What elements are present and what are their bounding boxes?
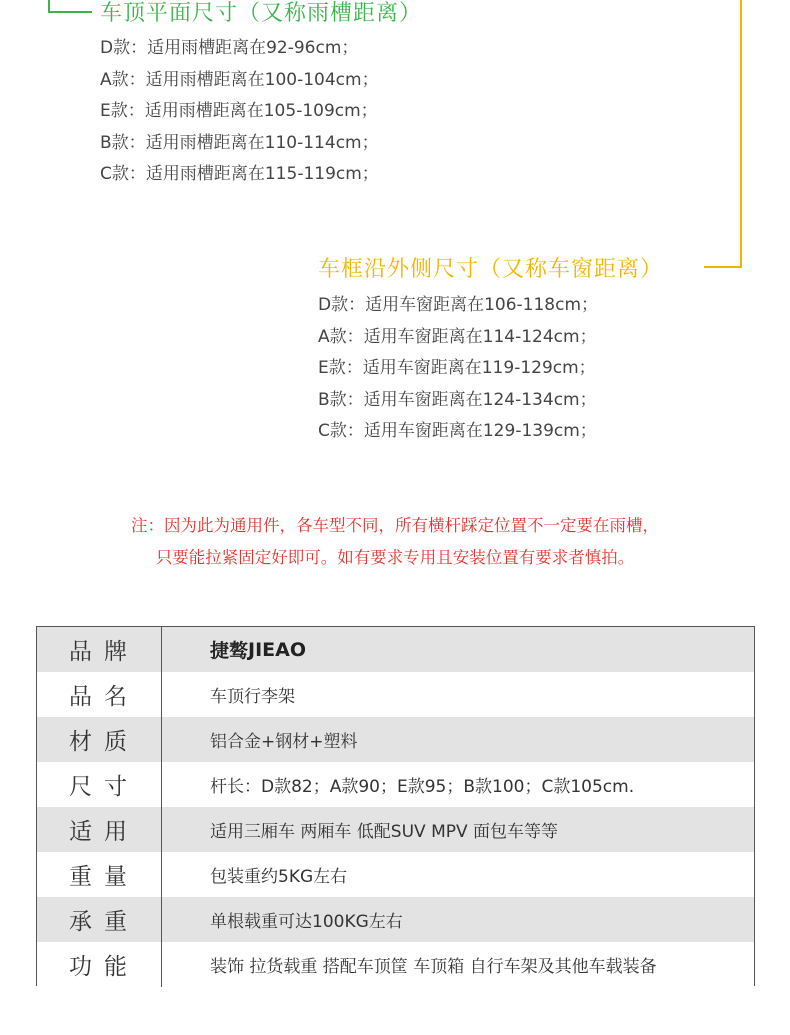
brand-logo [162, 627, 754, 672]
table-value: 车顶行李架 [210, 687, 295, 707]
table-label: 功能 [37, 942, 162, 987]
table-row [37, 942, 754, 987]
table-row [37, 717, 754, 762]
list-item: D款：适用车窗距离在106-118cm； [318, 295, 599, 315]
table-label: 材质 [37, 717, 162, 762]
table-value: 适用三厢车 两厢车 低配SUV MPV 面包车等等 [210, 822, 559, 842]
roof-size-title: 车顶平面尺寸（又称雨槽距离） [100, 1, 423, 26]
table-value: 装饰 拉货载重 搭配车顶筐 车顶箱 自行车架及其他车载装备 [210, 957, 657, 977]
table-label: 品名 [37, 672, 162, 717]
table-value: 包装重约5KG左右 [210, 867, 348, 887]
list-item: E款：适用雨槽距离在105-109cm； [100, 101, 378, 121]
table-label: 承重 [37, 897, 162, 942]
table-row [37, 807, 754, 852]
roof-size-list [100, 33, 379, 191]
table-label: 适用 [37, 807, 162, 852]
list-item: C款：适用车窗距离在129-139cm； [318, 421, 597, 441]
note-line-2: 只要能拉紧固定好即可。如有要求专用且安装位置有要求者慎拍。 [155, 548, 635, 567]
brand-logo-latin: JIEAO [248, 638, 306, 661]
yellow-connector-horizontal [704, 266, 742, 268]
list-item: A款：适用雨槽距离在100-104cm； [100, 69, 379, 90]
table-label: 尺寸 [37, 762, 162, 807]
frame-size-list [318, 290, 598, 448]
list-item: D款：适用雨槽距离在92-96cm； [100, 38, 359, 58]
table-row [37, 897, 754, 942]
frame-size-title: 车框沿外侧尺寸（又称车窗距离） [318, 257, 664, 282]
brand-logo-cn: 捷骜 [210, 640, 249, 662]
note-line-1: 注：因为此为通用件，各车型不同，所有横杆踩定位置不一定要在雨槽， [131, 516, 659, 535]
yellow-connector-vertical [740, 0, 742, 268]
table-value: 单根载重可达100KG左右 [210, 912, 403, 932]
list-item: B款：适用车窗距离在124-134cm； [318, 389, 597, 410]
table-row [37, 672, 754, 717]
list-item: E款：适用车窗距离在119-129cm； [318, 358, 596, 378]
table-label: 重量 [37, 852, 162, 897]
list-item: A款：适用车窗距离在114-124cm； [318, 326, 597, 347]
note-text [0, 510, 790, 574]
table-label: 品牌 [37, 627, 162, 672]
green-connector-horizontal [48, 11, 92, 13]
table-value: 杆长：D款82；A款90；E款95；B款100；C款105cm. [210, 777, 635, 797]
table-value: 铝合金+钢材+塑料 [210, 732, 358, 752]
table-row [37, 762, 754, 807]
list-item: B款：适用雨槽距离在110-114cm； [100, 132, 379, 153]
table-row [37, 852, 754, 897]
table-row-brand [37, 627, 754, 672]
list-item: C款：适用雨槽距离在115-119cm； [100, 164, 379, 184]
spec-table [36, 626, 755, 986]
